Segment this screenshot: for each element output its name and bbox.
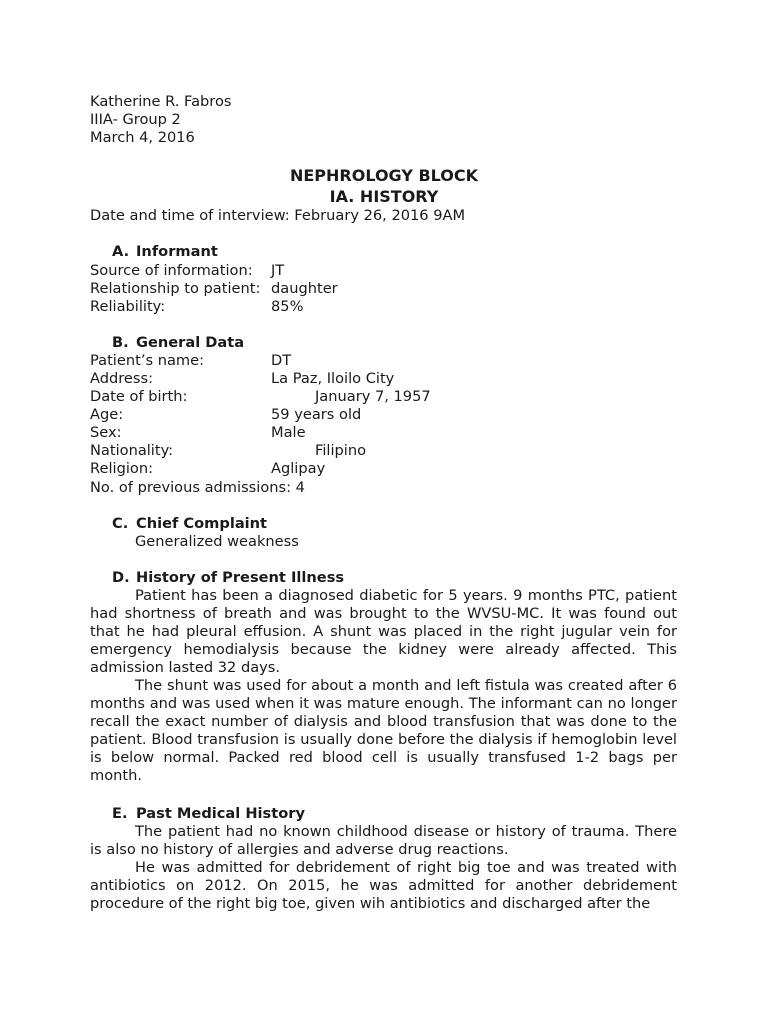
general-row [90,352,291,370]
row-value: La Paz, Iloilo City [271,370,395,387]
pmh-body [90,823,677,913]
section-pmh-heading [112,805,305,823]
general-row [90,442,366,460]
author-group: IIIA- Group 2 [90,111,181,128]
general-row [90,406,361,424]
row-value: Filipino [315,442,366,459]
row-value: 59 years old [271,406,362,423]
row-label: Address: [90,370,154,387]
row-label: Religion: [90,460,153,477]
section-complaint-heading [112,515,267,533]
section-letter: E. [112,805,128,822]
row-label: Relationship to patient: [90,280,261,297]
row-label: Sex: [90,424,122,441]
row-label: Date of birth: [90,388,188,405]
row-value: Aglipay [271,460,326,477]
row-label: Nationality: [90,442,174,459]
row-value: Male [271,424,306,441]
author-date: March 4, 2016 [90,129,195,146]
paragraph: He was admitted for debridement of right big toe and was treated with antibiotics on 2012. On 2015, he was admitted for another debridement procedure of the right big toe, given wih antibiotics and discharged after the [90,859,677,912]
section-letter: B. [112,334,129,351]
paragraph: The patient had no known childhood disease or history of trauma. There is also no history of allergies and adverse drug reactions. [90,823,677,858]
general-row [90,370,394,388]
document-subtitle: IA. HISTORY [329,187,439,206]
row-label: Reliability: [90,298,166,315]
section-letter: D. [112,569,130,586]
author-header [90,93,232,147]
paragraph: Patient has been a diagnosed diabetic for 5 years. 9 months PTC, patient had shortness of breath and was brought to the WVSU-MC. It was found out that he had pleural effusion. A shunt was placed in the right jugular vein for emergency hemodialysis because the kidney were already affected. This admission lasted 32 days. [90,587,677,676]
interview-date: Date and time of interview: February 26, 2016 9AM [90,207,466,224]
row-value: January 7, 1957 [315,388,431,405]
section-heading-text: Informant [136,243,218,260]
section-heading-text: History of Present Illness [136,569,345,586]
paragraph: The shunt was used for about a month and left fistula was created after 6 months and was used when it was mature enough. The informant can no longer recall the exact number of dialysis and blood transfusion that was done to the patient. Blood transfusion is usually done before the dialysis if hemoglobin level is below normal. Packed red blood cell is usually transfused 1-2 bags per month. [90,677,677,784]
informant-row [90,298,303,316]
row-label: Source of information: [90,262,253,279]
chief-complaint-text: Generalized weakness [135,533,299,550]
section-letter: A. [112,243,130,260]
section-letter: C. [112,515,129,532]
section-general-heading [112,334,244,352]
row-value: daughter [271,280,338,297]
informant-row [90,262,284,280]
section-informant-heading [112,243,218,261]
section-heading-text: Chief Complaint [136,515,268,532]
section-heading-text: General Data [136,334,245,351]
document-title: NEPHROLOGY BLOCK [289,166,479,185]
document-titles [0,165,768,207]
row-value: JT [271,262,285,279]
previous-admissions: No. of previous admissions: 4 [90,479,305,496]
general-row [90,388,431,406]
row-value: DT [271,352,292,369]
general-row [90,424,306,442]
section-heading-text: Past Medical History [136,805,305,822]
row-value: 85% [271,298,304,315]
informant-row [90,280,338,298]
row-label: Age: [90,406,124,423]
author-name: Katherine R. Fabros [90,93,232,110]
general-row [90,460,325,478]
section-hpi-heading [112,569,344,587]
row-label: Patient’s name: [90,352,204,369]
hpi-body [90,587,677,785]
